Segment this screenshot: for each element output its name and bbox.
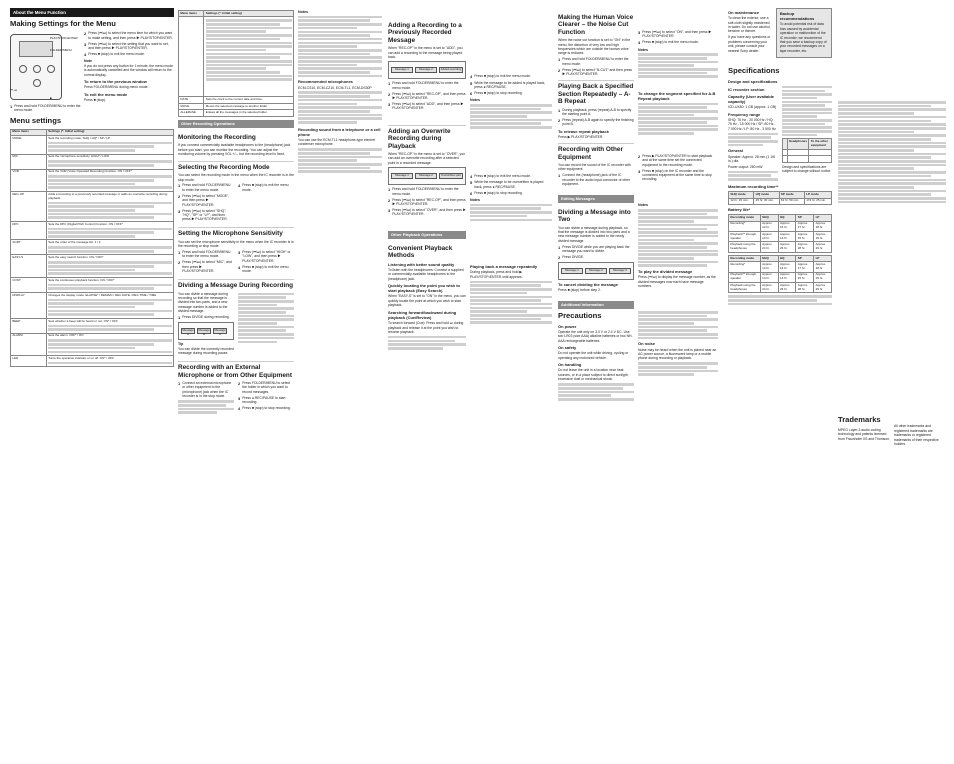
step-item: 3 Press (⏮/⏭) to select "ON", and then press ▶ PLAY/STOP•ENTER. — [638, 30, 712, 39]
step-item: 3 Press ■ (stop) on the IC recorder and the connected equipment at the same time to stop recording. — [638, 168, 712, 182]
dividing-rec-intro: You can divide a message during recording so that the message is divided into two parts, and a new message number is added to the divided message. — [178, 291, 228, 314]
menu-item-move: MOVE — [179, 103, 204, 109]
step-item: 4 Press ■ (stop) to exit the menu mode. — [238, 183, 289, 192]
menu-item-name: VOR — [11, 169, 47, 191]
power-title: On power — [558, 323, 577, 329]
menu-item-setting: Sets the alarm. OFF* / ON — [46, 333, 173, 355]
column-playback-continued — [638, 8, 718, 758]
step-item: 2 Press (repeat) A-B again to specify the finishing point B. — [558, 117, 634, 127]
step-item: 1 Press and hold FOLDER/MENU to enter the menu mode. — [388, 81, 459, 90]
notes-filler — [298, 16, 382, 78]
diagram-segment: Added recording — [440, 67, 462, 72]
ab-repeat-title: Playing Back a Specified Section Repeatedly – A-B Repeat — [558, 80, 634, 105]
recommended-title: Recommended microphones — [298, 79, 353, 85]
trademarks-block — [838, 414, 946, 448]
mic-sensitivity-title: Setting the Microphone Sensitivity — [178, 227, 294, 237]
battery-table-2 — [728, 255, 832, 294]
noise-cut-title: Making the Human Voice Clearer – the Noise Cut Function — [558, 14, 634, 36]
continuous-text: During playback, press and hold ▶ PLAY/STOP•ENTER until appears. — [470, 270, 523, 279]
noise-text: Noise may be heard when the unit is placed near an AC power source, a fluorescent lamp or a mobile phone during recording or playback. — [638, 347, 717, 361]
step-item: 4 Press ■ (stop) to exit the menu mode. — [638, 40, 699, 46]
design-title: Design and specifications — [728, 78, 778, 84]
table-row — [11, 318, 174, 333]
table-row: Recording* Approx. 14 hr. Approx. 16 hr. Approx. 17 hr. Approx. 18 hr. — [729, 262, 832, 272]
overwrite-title: Adding an Overwrite Recording during Playback — [388, 125, 466, 150]
table-row: MOVE Moves the selected message to another folder. — [179, 103, 294, 109]
diagram-segment: Message C — [214, 328, 226, 336]
step-item: 2 Press (⏮/⏭) to select "REC-OP", and then press ▶ PLAY/STOP•ENTER. — [388, 91, 466, 101]
menu-item-setting: Sets the VOR (Voice Operated Recording) function. ON / OFF* — [46, 169, 173, 191]
safety-text: Do not operate the unit while driving, cycling or operating any motorized vehicle. — [558, 351, 629, 360]
table-header-row: SHQ mode HQ mode SP mode LP mode — [729, 192, 832, 198]
menu-item-name: BEEP — [11, 318, 47, 333]
menu-item-name: MODE — [11, 136, 47, 155]
overwrite-diagram — [388, 167, 466, 185]
menu-item-name: DPC — [11, 221, 47, 240]
menu-item-setting: Sets the recording mode. SHQ / HQ* / SP / LP — [46, 136, 173, 155]
recorder-drawing — [10, 34, 62, 100]
menu-item-allerase: ALLERASE — [179, 110, 204, 116]
column-adding-steps — [470, 8, 552, 758]
menu-item-name: LED — [11, 356, 47, 367]
col-header-items: Menu items — [179, 11, 204, 17]
step-item: 1 Press and hold FOLDER/MENU to enter the menu mode. — [178, 183, 231, 192]
table-row: Playback using the headphones Approx. 24 hr. Approx. 26 hr. Approx. 28 hr. Approx. 29 hr. — [729, 242, 832, 252]
notes-heading: Notes — [470, 98, 480, 103]
table-row — [11, 255, 174, 277]
note-heading: Note — [84, 59, 92, 64]
dividing-msg-intro: You can divide a message during playback, so that the message is divided into two parts and a new message number is added to the newly divided message. — [558, 225, 630, 243]
recording-mode-title: Selecting the Recording Mode — [178, 161, 294, 171]
section-label-other-recording: Other Recording Operations — [178, 120, 294, 128]
table-row — [11, 333, 174, 355]
section-label-editing: Editing Messages — [558, 195, 634, 203]
col-header-settings: Settings (*: Initial setting) — [204, 11, 294, 17]
battery-table — [728, 214, 832, 253]
notes-heading: Notes — [298, 10, 308, 14]
step-item: 4 Press ■ (stop) to exit the menu mode. — [470, 173, 531, 179]
making-settings-title: Making Settings for the Menu — [10, 18, 116, 28]
column-notes — [298, 8, 382, 758]
step-item: 2 Press (⏮/⏭) to select "MODE", and then press ▶ PLAY/STOP•ENTER. — [178, 193, 230, 207]
diagram-segment: Message 2 — [585, 268, 607, 274]
other-equipment-title: Recording with Other Equipment — [558, 143, 634, 161]
note-text: If you do not press any button for 1 minute, the menu mode is automatically cancelled and the window will return to the normal display. — [84, 63, 173, 77]
step-item: 6 Press ■ (stop) to stop recording. — [470, 190, 523, 196]
power-output-text: Power output: 250 mW — [728, 164, 763, 169]
table-row — [11, 240, 174, 255]
column-trademarks — [838, 8, 946, 758]
handling-text: Do not leave the unit in a location near heat sources, or in a place subject to direct sunlight, excessive dust or mechanical shock. — [558, 368, 629, 382]
external-mic-steps — [178, 381, 294, 415]
step-item: 1 Press DIVIDE during recording. — [178, 315, 230, 321]
recording-mode-steps — [178, 183, 294, 223]
device-illustration — [10, 31, 80, 104]
menu-item-setting: Sets whether a beep will be heard or not. ON* / OFF — [46, 318, 173, 333]
step-item: 2 Press ▶ PLAY/STOP•ENTER to start playback and at the same time set the connected equipment to the recording mode. — [638, 153, 713, 167]
section-label-other-playback: Other Playback Operations — [388, 231, 466, 239]
table-row: 12 hr. 15 min. 25 hr. 30 min. 62 hr. 50 min. 174 hr. 25 min. — [729, 198, 832, 204]
dividing-rec-notes — [238, 292, 294, 358]
column-playback — [558, 8, 634, 758]
return-title: To return to the previous window — [84, 79, 147, 85]
freq-title: Frequency range — [728, 111, 761, 117]
device-label-stop: ■ — [50, 96, 52, 101]
column-specs — [728, 8, 832, 758]
menu-item-setting: Sets the DPC (Digital Pitch Control) function. ON / OFF* — [46, 221, 173, 240]
recording-mode-intro: You can select the recording mode in the menu when the IC recorder is in the stop mode. — [178, 173, 294, 182]
other-equipment-intro: You can record the sound of the IC recorder with other equipment. — [558, 163, 631, 172]
exit-text: Press ■ (stop). — [84, 98, 107, 103]
step-item: 4 Press ■ (stop) to exit the menu mode. — [238, 264, 289, 274]
table-row — [179, 17, 294, 97]
step-item: 4 Press ■ (stop) to stop recording. — [238, 406, 291, 412]
maintenance-text: To clean the exterior, use a soft cloth slightly moistened in water. Do not use alcohol, benzine or thinner. — [728, 16, 771, 34]
step-item: 1 Connect an external microphone or other equipment to the (microphone) jack when the IC recorder is in the stop mode. — [178, 381, 232, 399]
general-title: General — [728, 148, 743, 154]
play-button-drawing — [33, 65, 41, 73]
tip-heading: Tip — [178, 342, 184, 347]
release-title: To release repeat playback — [558, 128, 609, 134]
menu-item-date: DATE — [179, 97, 204, 103]
continuous-title: Playing back a message repeatedly — [470, 264, 538, 270]
adding-title: Adding a Recording to a Previously Recorded Message — [388, 22, 462, 44]
exit-title: To exit the menu mode — [84, 91, 128, 97]
external-mic-title: Recording with an External Microphone or from Other Equipment — [178, 361, 294, 379]
diagram-segment: Message 2 — [415, 67, 437, 73]
step-item: 3 Press (⏮/⏭) to select "ADD", and then press ▶ PLAY/STOP•ENTER. — [388, 102, 464, 111]
step-item: 1 Press and hold FOLDER/MENU to enter the menu mode. — [178, 250, 231, 259]
telephone-title: Recording sound from a telephone or a cell phone — [298, 126, 381, 137]
menu-settings-table — [10, 129, 174, 368]
step-item: 3 Press ● REC/PAUSE to start recording. — [238, 395, 286, 405]
table-row — [11, 136, 174, 155]
step-item: 2 Press DIVIDE. — [558, 255, 585, 261]
step-item: 3 Press (⏮/⏭) to select "OVER", and then press ▶ PLAY/STOP•ENTER. — [388, 207, 466, 217]
cancel-title: To cancel dividing the message — [558, 282, 618, 288]
device-label-folder: FOLDER/MENU — [50, 48, 72, 53]
play-divided-text: Press (⏮/⏭) to display the message number, as the divided messages now each have message numbers. — [638, 275, 716, 288]
making-settings-steps — [84, 31, 174, 104]
table-row: Playback** through speaker Approx. 14 hr. Approx. 14 hr. Approx. 15 hr. Approx. 15 hr. — [729, 232, 832, 242]
cancel-text: Press ■ (stop) before step 2. — [558, 288, 601, 293]
table-header-row: Recording mode SHQ HQ SP LP — [729, 255, 832, 261]
menu-item-name: ALARM — [11, 333, 47, 355]
return-text: Press FOLDER/MENU during menu mode. — [84, 85, 149, 90]
telephone-text: You can use the ECM-TL1 headphone-type electret condenser microphone. — [298, 137, 376, 147]
monitoring-text: If you connect commercially available headphones to the (headphone) jack before you start, you can monitor the recording. You can adjust the monitoring volume by pressing VOL +/–, but the recording level is fixed. — [178, 143, 291, 157]
backup-title: Backup recommendations — [779, 11, 815, 22]
maintenance-block — [728, 8, 832, 61]
table-header-row: Recording mode SHQ HQ SP LP — [729, 215, 832, 221]
change-segment-title: To change the segment specified for A-B Repeat playback — [638, 91, 716, 102]
specs-body — [728, 85, 832, 182]
ic-title: IC recorder section — [728, 86, 765, 92]
listening-text: To listen with the headphones: Connect a supplied or commercially available headphones to the (headphone) jack. — [388, 267, 464, 281]
noise-title: On noise — [638, 341, 656, 347]
trademarks-text2: All other trademarks and registered trademarks are trademarks or registered trademarks of their respective holders. — [894, 424, 939, 447]
menu-item-setting: Turns the operation indicator on or off. ON* / OFF — [46, 356, 173, 367]
power-text: Operate the unit only on 3.0 V or 2.4 V DC. Use two LR03 (size AAA) alkaline batteries or two NH-AAA rechargeable batteries. — [558, 329, 633, 343]
headphone-table: Headphones To the other equipment — [782, 138, 832, 162]
table-row: ALLERASE Erases all the messages in the selected folder. — [179, 110, 294, 116]
mic-sensitivity-intro: You can set the microphone sensitivity in the menu when the IC recorder is in the recording or stop mode. — [178, 239, 294, 249]
menu-item-name: SORT — [11, 240, 47, 255]
monitoring-title: Monitoring the Recording — [178, 134, 256, 142]
table-row: Playback using the headphones Approx. 24 hr. Approx. 26 hr. Approx. 28 hr. Approx. 29 hr. — [729, 283, 832, 293]
recorder-screen — [19, 41, 53, 57]
rewind-button-drawing — [19, 65, 27, 73]
step-item: 1 During playback, press (repeat) A-B to specify the starting point A. — [558, 107, 632, 116]
step-item: 1 Press and hold FOLDER/MENU to enter the menu mode. — [10, 103, 81, 113]
step-item: 1 Press DIVIDE while you are playing back the message you want to divide. — [558, 244, 630, 254]
menu-item-name: CONT — [11, 277, 47, 292]
diagram-segment: Overwritten part — [439, 173, 463, 179]
overwrite-intro: When "REC-OP" in the menu is set to "OVER", you can add an overwrite recording after a selected point in a recorded message. — [388, 151, 465, 165]
device-label-skip: ⏮, ⏭ — [10, 88, 18, 93]
step-item: 2 Press FOLDER/MENU to select the folder in which you want to record messages. — [238, 381, 291, 394]
specs-title: Specifications — [728, 65, 780, 75]
precautions-title: Precautions — [558, 311, 602, 321]
trademarks-title: Trademarks — [838, 415, 881, 425]
menu-settings-title: Menu settings — [10, 115, 62, 125]
step-item: 3 Press (⏮/⏭) to select "HIGH" or "LOW", and then press ▶ PLAY/STOP•ENTER. — [238, 250, 291, 263]
diagram-segment: Message A — [182, 328, 194, 336]
menu-item-setting: Sets the continuous playback function. ON / OFF* — [46, 277, 173, 292]
table-row — [11, 356, 174, 367]
step-item: 2 Press (⏮/⏭) to select "N-CUT" and then press ▶ PLAY/STOP•ENTER. — [558, 67, 632, 77]
notes-heading: Notes — [470, 198, 480, 203]
listening-title: Listening with better sound quality — [388, 261, 455, 267]
diagram-segment: Message 1 — [391, 173, 413, 179]
table-row — [11, 154, 174, 169]
column-adding — [388, 8, 466, 758]
menu-item-setting: Sets the easy search function. ON / OFF* — [46, 255, 173, 277]
diagram-segment: Message B — [198, 328, 210, 336]
column-menu — [10, 8, 174, 758]
dividing-msg-title: Dividing a Message into Two — [558, 208, 631, 224]
table-row — [11, 221, 174, 240]
diagram-segment: Message 3 — [609, 268, 631, 274]
menu-item-name: EASY-S — [11, 255, 47, 277]
table-row — [11, 277, 174, 292]
quick-text: When "EASY-S" is set to "ON" in the menu, you can quickly locate the point at which you wish to start playback. — [388, 294, 466, 308]
notes-heading: Notes — [638, 47, 648, 52]
table-row: DATE Sets the clock to the current date and time. — [179, 97, 294, 103]
backup-text: To avoid potential risk of data loss caused by accidental operation or malfunction of the IC recorder, we recommend that you save a backup copy of your recorded messages on a tape recorder, etc. — [779, 22, 827, 53]
section-label-additional: Additional Information — [558, 301, 634, 309]
noise-cut-intro: When the noise cut function is set to "ON" in the menu, the distortion of very low and high frequencies which are outside the human voice range is reduced. — [558, 38, 631, 56]
handling-title: On handling — [558, 362, 582, 368]
backup-box — [776, 8, 832, 58]
diagram-segment: Message 2 — [415, 173, 437, 179]
recommended-text: ECM-CS10, ECM-CZ10, ECM-TL1, ECM-DS30P — [298, 85, 372, 90]
step-item: 1 Connect the (headphone) jack of the IC recorder to the audio input connector of other equipment. — [558, 173, 631, 187]
diagram-segment: Message 1 — [561, 268, 583, 274]
mic-sensitivity-steps — [178, 250, 294, 275]
step-item: 2 Press (⏮/⏭) to select "MIC", and then press ▶ PLAY/STOP•ENTER. — [178, 260, 232, 274]
stop-button-drawing — [33, 79, 41, 87]
table-row: Recording* Approx. 14 hr. Approx. 16 hr. Approx. 17 hr. Approx. 18 hr. — [729, 221, 832, 231]
step-item: 2 Press (⏮/⏭) to select "REC-OP", and then press ▶ PLAY/STOP•ENTER. — [388, 197, 466, 206]
menu-item-name: MIC — [11, 154, 47, 169]
step-item: 6 Press ■ (stop) to stop recording. — [470, 91, 523, 97]
speaker-text: Speaker: Approx. 28 mm (1 1/8 in.) dia. — [728, 154, 775, 163]
device-label-play: PLAY/STOP•ENTER — [50, 36, 78, 41]
play-divided-title: To play the divided message — [638, 268, 693, 274]
adding-intro: When "REC-OP" in the menu is set to "ADD", you can add a recording to the message being played back. — [388, 46, 463, 59]
maintenance-title: On maintenance — [728, 10, 760, 15]
search-text: To search forward (Cue): Press and hold ⏭ during playback and release it at the point you wish to resume playback. — [388, 321, 464, 334]
adding-diagram — [388, 61, 466, 79]
tip-text: You can divide the currently recorded message during recording pause. — [178, 346, 234, 356]
forward-button-drawing — [47, 65, 55, 73]
menu-item-name: REC-OP — [11, 191, 47, 221]
battery-title: Battery life* — [728, 207, 751, 212]
step-item: 3 Press (⏮/⏭) to select "SHQ", "HQ", "SP" or "LP", and then press ▶ PLAY/STOP•ENTER. — [178, 208, 228, 222]
column-menu-continued — [178, 8, 294, 758]
dividing-rec-body — [178, 292, 294, 358]
trademarks-text1: MPEG Layer-3 audio coding technology and patents licensed from Fraunhofer IIS and Thomson. — [838, 428, 890, 441]
dividing-rec-title: Dividing a Message During Recording — [178, 279, 294, 289]
menu-settings-rows — [11, 136, 174, 367]
capacity-text: ICD-UX80: 1 GB (approx. 1 GB) — [728, 105, 777, 110]
step-item: 2 Press (⏮/⏭) to select the menu item for which you want to make setting, and then press ▶ PLAY/STOP•ENTER. — [84, 31, 173, 40]
release-text: Press ▶ PLAY/STOP•ENTER. — [558, 134, 604, 139]
table-row — [11, 191, 174, 221]
design-note: Design and specifications are subject to change without notice. — [782, 164, 832, 174]
notes-heading: Notes — [638, 203, 648, 208]
menu-item-name: DISPLAY — [11, 292, 47, 318]
max-rec-title: Maximum recording time** — [728, 183, 779, 189]
freq-text: SHQ: 75 Hz - 20 000 Hz / HQ: 75 Hz - 15 000 Hz / SP: 80 Hz - 7 000 Hz / LP: 80 Hz - 3 500 Hz — [728, 117, 776, 131]
menu-settings-rows-continued — [179, 17, 294, 116]
diagram-segment: Message 1 — [391, 67, 413, 73]
step-item: 4 Press ■ (stop) to exit the menu mode. — [470, 74, 531, 79]
capacity-title: Capacity (User available capacity) — [728, 93, 775, 105]
col-header-items: Menu items — [11, 129, 47, 135]
maintenance-contact: If you have any questions or problems concerning your unit, please consult your nearest Sony dealer. — [728, 35, 771, 53]
menu-item-setting: Sets the order of the message list. 1 / 2 — [46, 240, 173, 255]
menu-item-setting: Adds a recording to a previously recorded message or adds an overwrite recording during playback. — [46, 191, 173, 221]
section-label-menu: About the Menu Function — [10, 8, 174, 17]
convenient-title: Convenient Playback Methods — [388, 244, 453, 260]
menu-item-setting: Sets the microphone sensitivity. HIGH* / LOW — [46, 154, 173, 169]
col-header-settings: Settings (*: Initial setting) — [46, 129, 173, 135]
menu-settings-table-continued — [178, 10, 294, 117]
table-row — [11, 292, 174, 318]
menu-item-setting: Changes the display mode. ELAPSE* / REMAIN / REC DATE / REC TIME / TIME — [46, 292, 173, 318]
step-item: 3 Press (⏮/⏭) to select the setting that you want to set, and then press ▶ PLAY/STOP•ENTER. — [84, 41, 169, 51]
dividing-msg-diagram — [558, 262, 634, 280]
step-item: 5 While the message to be overwritten is played back, press ● REC/PAUSE. — [470, 180, 544, 189]
step-item: 4 Press ■ (stop) to exit the menu mode. — [84, 52, 145, 58]
step-item: 1 Press and hold FOLDER/MENU to enter the menu mode. — [388, 187, 459, 196]
safety-title: On safety — [558, 345, 577, 351]
search-title: Searching forward/backward during playback (Cue/Review) — [388, 309, 457, 320]
quick-title: Quickly locating the point you wish to start playback (Easy Search) — [388, 283, 461, 294]
table-row: Playback** through speaker Approx. 14 hr. Approx. 14 hr. Approx. 15 hr. Approx. 15 hr. — [729, 272, 832, 282]
dividing-diagram — [178, 322, 234, 340]
max-rec-table — [728, 191, 832, 205]
step-item: 5 While the message to be added is played back, press ● REC/PAUSE. — [470, 80, 546, 90]
table-row — [11, 169, 174, 191]
making-settings-body — [10, 31, 174, 104]
step-item: 1 Press and hold FOLDER/MENU to enter the menu mode. — [558, 57, 629, 66]
